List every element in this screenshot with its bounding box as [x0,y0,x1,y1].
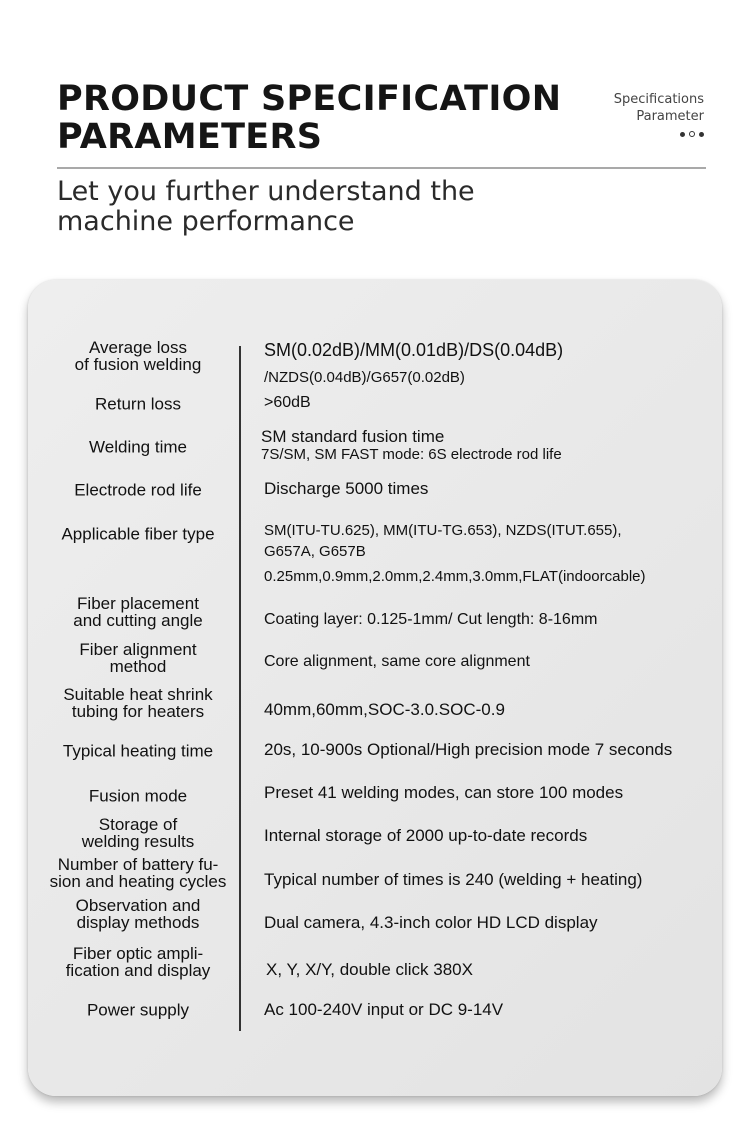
spec-value-welding-time-2: 7S/SM, SM FAST mode: 6S electrode rod life [261,446,562,463]
spec-value-welding-time-1: SM standard fusion time [261,427,445,446]
spec-label-electrode: Electrode rod life [74,480,202,500]
label-line: tubing for heaters [71,702,205,721]
spec-label-battery [40,856,236,890]
spec-value-fusion-mode: Preset 41 welding modes, can store 100 modes [264,783,624,802]
hollow-dot-icon [689,131,695,137]
side-caption-line-1: Specifications [613,92,704,107]
spec-value-avg-loss-2: /NZDS(0.04dB)/G657(0.02dB) [264,369,465,386]
spec-value-electrode: Discharge 5000 times [264,479,429,498]
label-line: Average loss [89,338,187,357]
page-title [57,80,561,156]
spec-label-welding-time: Welding time [89,437,187,457]
spec-label-alignment [40,641,236,675]
spec-label-fiber-type: Applicable fiber type [61,524,215,544]
spec-value-heat-shrink: 40mm,60mm,SOC-3.0.SOC-0.9 [264,700,505,719]
spec-value-amplification: X, Y, X/Y, double click 380X [266,960,473,979]
label-line: Fiber placement [77,594,199,613]
spec-label-heating-time: Typical heating time [62,741,214,761]
spec-value-heating-time: 20s, 10-900s Optional/High precision mode 7 seconds [264,740,673,759]
label-line: of fusion welding [74,355,202,374]
spec-label-return-loss: Return loss [95,394,181,414]
label-line: Fiber alignment [79,640,197,659]
spec-label-amplification [40,945,236,979]
label-line: Suitable heat shrink [63,685,213,704]
subtitle-line-1: Let you further understand the [57,176,475,207]
spec-value-storage: Internal storage of 2000 up-to-date records [264,826,588,845]
spec-value-fiber-type-1: SM(ITU-TU.625), MM(ITU-TG.653), NZDS(ITUT.655), [264,522,622,539]
column-divider [239,346,241,1031]
title-line-1: PRODUCT SPECIFICATION [57,79,562,119]
spec-value-avg-loss-1: SM(0.02dB)/MM(0.01dB)/DS(0.04dB) [264,340,564,360]
label-line: method [109,657,167,676]
spec-label-power: Power supply [86,1000,190,1020]
spec-value-placement: Coating layer: 0.125-1mm/ Cut length: 8-16mm [264,611,598,628]
label-line: and cutting angle [73,611,203,630]
label-line: Observation and [75,896,201,915]
spec-value-power: Ac 100-240V input or DC 9-14V [264,1000,504,1019]
subtitle-line-2: machine performance [57,206,355,237]
spec-value-battery: Typical number of times is 240 (welding + heating) [264,870,643,889]
dot-icon [680,132,685,137]
dot-icon [699,132,704,137]
label-line: Storage of [98,815,178,834]
side-caption [614,91,704,137]
label-line: Fiber optic ampli- [72,944,204,963]
spec-value-display: Dual camera, 4.3-inch color HD LCD display [264,913,598,932]
spec-label-avg-loss [40,339,236,373]
pagination-dots [614,131,704,137]
spec-value-alignment: Core alignment, same core alignment [264,653,530,670]
spec-value-fiber-type-2: G657A, G657B [264,543,366,560]
spec-label-storage [40,816,236,850]
spec-label-display [40,897,236,931]
spec-label-fusion-mode: Fusion mode [88,786,188,806]
label-line: Number of battery fu- [57,855,219,874]
label-line: welding results [81,832,195,851]
spec-value-return-loss: >60dB [264,394,311,411]
spec-value-fiber-type-3: 0.25mm,0.9mm,2.0mm,2.4mm,3.0mm,FLAT(indoorcable) [264,568,646,585]
header-divider [57,167,706,169]
spec-label-heat-shrink [40,686,236,720]
side-caption-line-2: Parameter [636,109,704,124]
label-line: sion and heating cycles [49,872,227,891]
title-line-2: PARAMETERS [57,117,323,157]
label-line: fication and display [65,961,211,980]
spec-label-placement [40,595,236,629]
label-line: display methods [76,913,200,932]
page-subtitle [57,177,475,237]
